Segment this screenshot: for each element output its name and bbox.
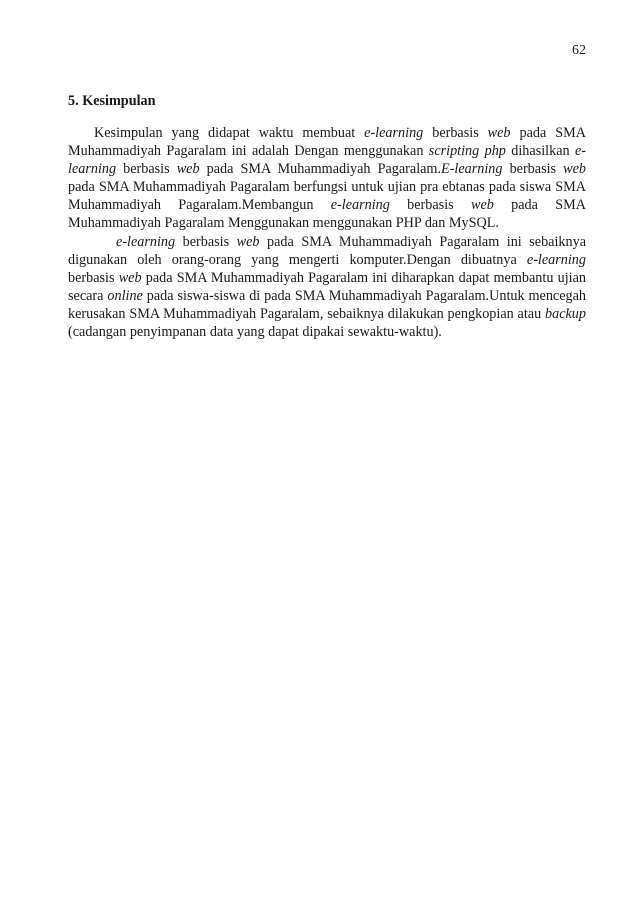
italic-term: web xyxy=(236,233,260,250)
text-run: berbasis xyxy=(502,161,564,178)
text-run: pada siswa-siswa di pada SMA Muhammadiyah Pagaralam.Untuk mencegah kerusakan SMA Muhammadiyah Pagaralam, sebaiknya dilakukan pengkopian atau xyxy=(68,287,587,322)
text-run: berbasis xyxy=(116,161,177,178)
page-number: 62 xyxy=(572,43,586,58)
section-heading: 5. Kesimpulan xyxy=(68,93,156,109)
text-run: berbasis xyxy=(389,197,471,214)
italic-term: web xyxy=(118,269,142,286)
text-run: Kesimpulan yang didapat waktu membuat xyxy=(94,125,365,141)
italic-term: web xyxy=(470,197,494,214)
italic-term: web xyxy=(176,161,200,178)
italic-term: scripting php xyxy=(428,143,506,160)
italic-term: E-learning xyxy=(441,161,503,178)
text-run: berbasis xyxy=(423,125,488,141)
italic-term: e-learning xyxy=(68,143,586,178)
text-run: pada SMA Muhammadiyah Pagaralam berfungsi untuk ujian pra ebtanas pada siswa SMA Muhammadiyah Pagaralam.Membangun xyxy=(68,179,586,214)
italic-term: e-learning xyxy=(526,251,586,268)
italic-term: e-learning xyxy=(330,197,390,214)
italic-term: backup xyxy=(545,305,586,322)
text-run: pada SMA Muhammadiyah Pagaralam ini diharapkan dapat membantu ujian secara xyxy=(68,269,586,304)
italic-term: e-learning xyxy=(364,125,424,141)
italic-term: web xyxy=(563,161,586,178)
page-content xyxy=(68,92,586,341)
text-run: pada SMA Muhammadiyah Pagaralam. xyxy=(199,161,442,178)
text-run: (cadangan penyimpanan data yang dapat dipakai sewaktu-waktu). xyxy=(68,324,442,341)
text-run: berbasis xyxy=(68,269,119,286)
text-run: dihasilkan xyxy=(505,143,575,160)
text-run: pada SMA Muhammadiyah Pagaralam ini sebaiknya digunakan oleh orang-orang yang mengerti komputer.Dengan dibuatnya xyxy=(68,233,586,268)
italic-term: web xyxy=(487,125,511,141)
text-run: berbasis xyxy=(175,233,237,250)
paragraph-suggestion xyxy=(68,233,586,342)
italic-term: online xyxy=(107,287,143,304)
text-run: pada SMA Muhammadiyah Pagaralam Menggunakan menggunakan PHP dan MySQL. xyxy=(68,197,586,232)
text-run: pada SMA Muhammadiyah Pagaralam ini adalah Dengan menggunakan xyxy=(68,125,586,160)
paragraph-conclusion xyxy=(68,124,586,233)
italic-term: e-learning xyxy=(116,233,176,250)
